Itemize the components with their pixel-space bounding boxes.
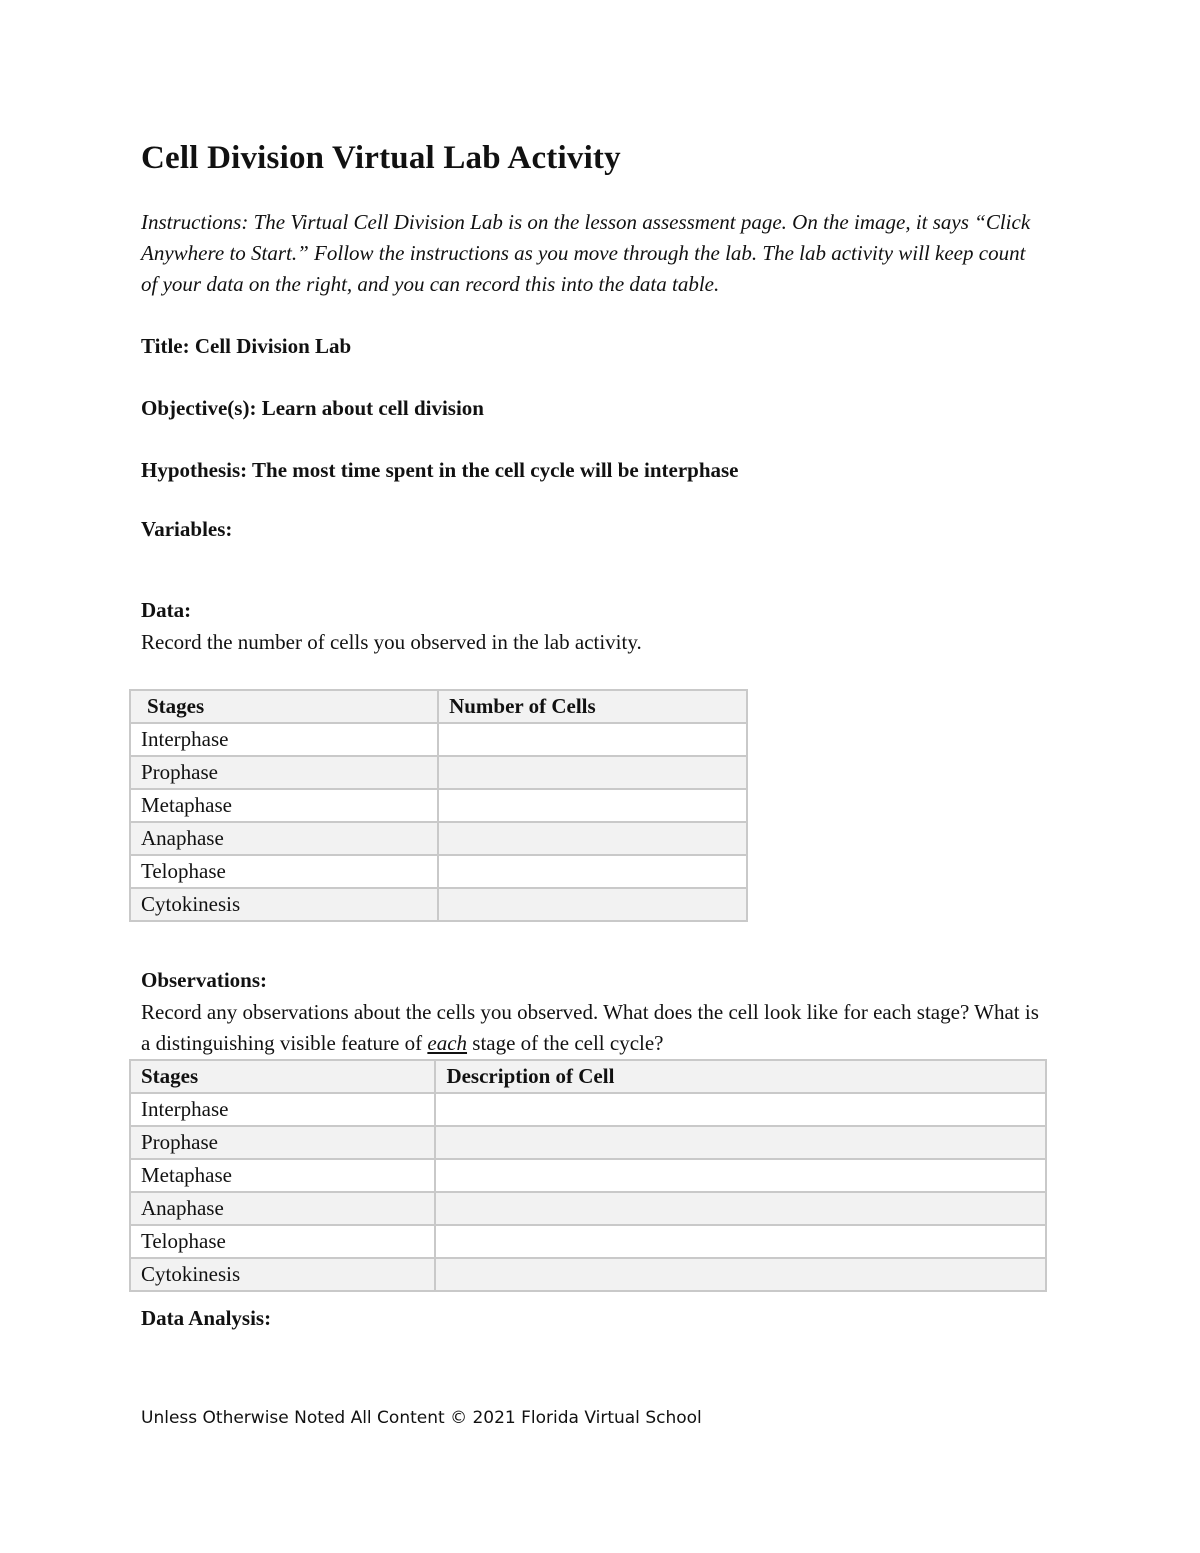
stage-cell: Interphase: [130, 723, 438, 756]
observations-prompt-part1: Record any observations about the cells you observed. What does the cell look like for each stage? What is a distinguishing visible feature of: [141, 1000, 1039, 1055]
hypothesis-field: Hypothesis: The most time spent in the cell cycle will be interphase: [141, 458, 739, 482]
table-row: [130, 1192, 1046, 1225]
description-cell[interactable]: [435, 1258, 1046, 1291]
table-row: [130, 1159, 1046, 1192]
objective-field: Objective(s): Learn about cell division: [141, 396, 484, 420]
description-cell[interactable]: [435, 1159, 1046, 1192]
column-header-stages: Stages: [130, 690, 438, 723]
table-header-row: [130, 1060, 1046, 1093]
count-cell[interactable]: [438, 822, 747, 855]
column-header-stages: Stages: [130, 1060, 435, 1093]
stage-cell: Cytokinesis: [130, 888, 438, 921]
stage-cell: Prophase: [130, 1126, 435, 1159]
description-cell[interactable]: [435, 1192, 1046, 1225]
table-row: [130, 888, 747, 921]
table-row: [130, 1093, 1046, 1126]
variables-label: Variables:: [141, 517, 233, 541]
observations-table: [129, 1059, 1047, 1292]
count-cell[interactable]: [438, 723, 747, 756]
count-cell[interactable]: [438, 888, 747, 921]
data-analysis-label: Data Analysis:: [141, 1306, 272, 1330]
stage-cell: Telophase: [130, 1225, 435, 1258]
column-header-description: Description of Cell: [435, 1060, 1046, 1093]
stage-cell: Anaphase: [130, 822, 438, 855]
data-label: Data:: [141, 598, 192, 622]
description-cell[interactable]: [435, 1093, 1046, 1126]
stage-cell: Telophase: [130, 855, 438, 888]
observations-prompt-part2: stage of the cell cycle?: [467, 1031, 664, 1055]
count-cell[interactable]: [438, 855, 747, 888]
stage-cell: Metaphase: [130, 1159, 435, 1192]
table-row: [130, 1126, 1046, 1159]
observations-prompt: [141, 997, 1041, 1059]
stage-cell: Prophase: [130, 756, 438, 789]
description-cell[interactable]: [435, 1126, 1046, 1159]
count-cell[interactable]: [438, 756, 747, 789]
table-row: [130, 1225, 1046, 1258]
table-row: [130, 723, 747, 756]
description-cell[interactable]: [435, 1225, 1046, 1258]
table-row: [130, 789, 747, 822]
stage-cell: Interphase: [130, 1093, 435, 1126]
column-header-number-of-cells: Number of Cells: [438, 690, 747, 723]
data-prompt: Record the number of cells you observed in the lab activity.: [141, 630, 642, 654]
table-row: [130, 822, 747, 855]
copyright-footer: Unless Otherwise Noted All Content © 2021 Florida Virtual School: [141, 1408, 702, 1428]
count-cell[interactable]: [438, 789, 747, 822]
table-row: [130, 855, 747, 888]
title-field: Title: Cell Division Lab: [141, 334, 352, 358]
page-title: Cell Division Virtual Lab Activity: [141, 140, 621, 176]
table-header-row: [130, 690, 747, 723]
observations-prompt-emphasis: each: [427, 1031, 468, 1055]
stage-cell: Cytokinesis: [130, 1258, 435, 1291]
data-table: [129, 689, 748, 922]
instructions-text: Instructions: The Virtual Cell Division Lab is on the lesson assessment page. On the image, it says “Click Anywhere to Start.” Follow the instructions as you move through the lab. The lab activity will keep count of your data on the right, and you can record this into the data table.: [141, 210, 1031, 296]
stage-cell: Anaphase: [130, 1192, 435, 1225]
table-row: [130, 1258, 1046, 1291]
stage-cell: Metaphase: [130, 789, 438, 822]
observations-label: Observations:: [141, 968, 267, 992]
table-row: [130, 756, 747, 789]
